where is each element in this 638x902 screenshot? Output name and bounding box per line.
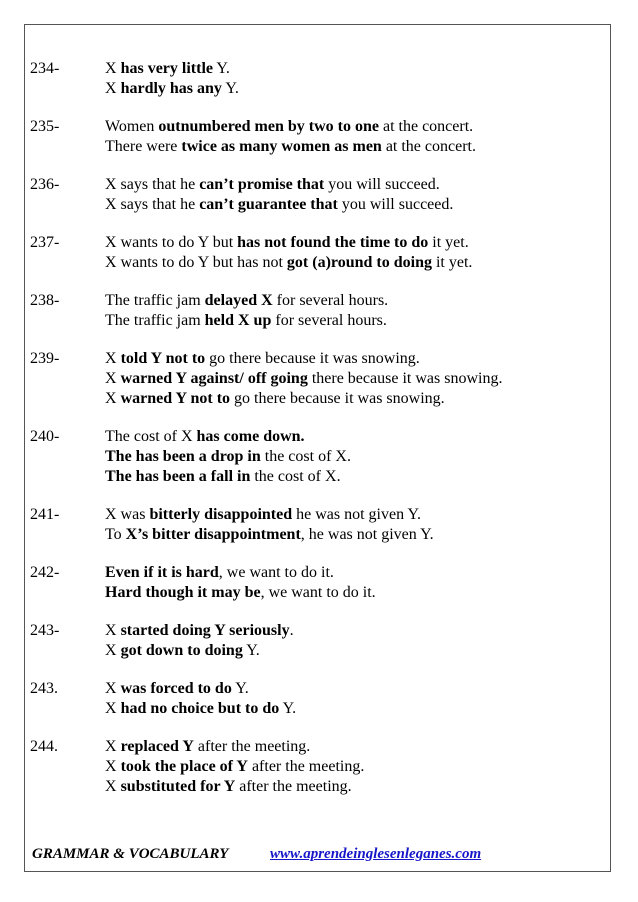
sentence-text: X	[105, 680, 121, 697]
entry-number: 238-	[30, 292, 60, 309]
entry-number: 243.	[30, 680, 58, 697]
entry-number: 234-	[30, 60, 60, 77]
sentence	[105, 777, 600, 797]
entry-number: 237-	[30, 234, 60, 251]
sentence-text: at the concert.	[381, 138, 476, 155]
key-phrase: Hard though it may be	[105, 584, 261, 601]
key-phrase: told Y not to	[120, 350, 206, 367]
key-phrase: The has been a drop in	[105, 448, 261, 465]
sentence-text: after the meeting.	[193, 738, 311, 755]
key-phrase: hardly has any	[120, 80, 222, 97]
key-phrase: can’t promise that	[199, 176, 325, 193]
entry	[30, 291, 600, 331]
sentence	[105, 291, 600, 311]
sentence-text: it yet.	[431, 254, 473, 271]
entry-sentences	[105, 59, 600, 99]
sentence-text: X	[105, 778, 121, 795]
sentence-text: , he was not given Y.	[300, 526, 434, 543]
sentence-text: X says that he	[105, 196, 200, 213]
key-phrase: warned Y not to	[120, 390, 231, 407]
entry	[30, 175, 600, 215]
key-phrase: was forced to do	[120, 680, 232, 697]
sentence-text: X says that he	[105, 176, 200, 193]
key-phrase: can’t guarantee that	[199, 196, 338, 213]
sentence-text: , we want to do it.	[218, 564, 334, 581]
key-phrase: started doing Y seriously	[120, 622, 290, 639]
sentence	[105, 621, 600, 641]
entry	[30, 117, 600, 157]
key-phrase: got down to doing	[120, 642, 243, 659]
entry-sentences	[105, 505, 600, 545]
sentence-text: X	[105, 642, 121, 659]
sentence	[105, 195, 600, 215]
sentence	[105, 427, 600, 447]
entry-sentences	[105, 427, 600, 487]
key-phrase: has very little	[120, 60, 213, 77]
entry-sentences	[105, 233, 600, 273]
sentence-text: X wants to do Y but has not	[105, 254, 287, 271]
key-phrase: delayed X	[204, 292, 273, 309]
sentence	[105, 737, 600, 757]
sentence-text: To	[105, 526, 126, 543]
sentence-text: X	[105, 370, 121, 387]
entry-number: 243-	[30, 622, 60, 639]
key-phrase: has come down.	[196, 428, 305, 445]
sentence-text: go there because it was snowing.	[230, 390, 445, 407]
entry	[30, 737, 600, 797]
sentence-text: after the meeting.	[235, 778, 352, 795]
sentence-text: Y.	[279, 700, 297, 717]
sentence-text: The traffic jam	[105, 292, 205, 309]
sentence-text: The cost of X	[105, 428, 197, 445]
key-phrase: Even if it is hard	[105, 564, 219, 581]
key-phrase: had no choice but to do	[120, 700, 280, 717]
sentence	[105, 583, 600, 603]
key-phrase: has not found the time to do	[237, 234, 429, 251]
key-phrase: twice as many women as men	[181, 138, 382, 155]
sentence-text: .	[289, 622, 294, 639]
sentence-text: X	[105, 80, 121, 97]
key-phrase: replaced Y	[120, 738, 194, 755]
key-phrase: took the place of Y	[120, 758, 248, 775]
sentence-text: for several hours.	[272, 292, 389, 309]
entry	[30, 233, 600, 273]
sentence	[105, 349, 600, 369]
entry-list	[30, 59, 600, 815]
sentence	[105, 311, 600, 331]
sentence	[105, 389, 600, 409]
entry-number: 241-	[30, 506, 60, 523]
sentence-text: There were	[105, 138, 182, 155]
sentence	[105, 447, 600, 467]
entry	[30, 563, 600, 603]
sentence	[105, 699, 600, 719]
sentence	[105, 79, 600, 99]
key-phrase: warned Y against/ off going	[120, 370, 308, 387]
sentence-text: it yet.	[428, 234, 469, 251]
sentence-text: Y.	[231, 680, 249, 697]
sentence	[105, 679, 600, 699]
sentence-text: X	[105, 758, 121, 775]
sentence-text: The traffic jam	[105, 312, 205, 329]
entry	[30, 505, 600, 545]
sentence-text: for several hours.	[271, 312, 387, 329]
entry-number: 236-	[30, 176, 60, 193]
entry-sentences	[105, 175, 600, 215]
sentence-text: , we want to do it.	[260, 584, 376, 601]
sentence-text: Y.	[242, 642, 260, 659]
website-link[interactable]: www.aprendeinglesenleganes.com	[270, 846, 482, 862]
sentence	[105, 253, 600, 273]
entry-number: 239-	[30, 350, 60, 367]
sentence	[105, 175, 600, 195]
sentence-text: go there because it was snowing.	[205, 350, 420, 367]
sentence-text: you will succeed.	[337, 196, 454, 213]
sentence-text: X	[105, 738, 121, 755]
sentence-text: at the concert.	[378, 118, 474, 135]
sentence-text: the cost of X.	[250, 468, 341, 485]
sentence	[105, 117, 600, 137]
sentence-text: Y.	[212, 60, 230, 77]
entry-number: 240-	[30, 428, 60, 445]
sentence	[105, 467, 600, 487]
key-phrase: bitterly disappointed	[149, 506, 293, 523]
footer-title: GRAMMAR & VOCABULARY	[32, 846, 229, 862]
sentence	[105, 369, 600, 389]
sentence	[105, 137, 600, 157]
key-phrase: substituted for Y	[120, 778, 236, 795]
key-phrase: outnumbered men by two to one	[158, 118, 379, 135]
key-phrase: X’s bitter disappointment	[125, 526, 301, 543]
entry-sentences	[105, 679, 600, 719]
sentence-text: X wants to do Y but	[105, 234, 238, 251]
entry	[30, 427, 600, 487]
sentence-text: X	[105, 390, 121, 407]
sentence-text: after the meeting.	[247, 758, 365, 775]
key-phrase: The has been a fall in	[105, 468, 251, 485]
sentence-text: X	[105, 700, 121, 717]
sentence-text: Women	[105, 118, 159, 135]
entry-number: 242-	[30, 564, 60, 581]
sentence-text: you will succeed.	[324, 176, 440, 193]
sentence-text: Y.	[221, 80, 239, 97]
entry-number: 235-	[30, 118, 60, 135]
entry	[30, 679, 600, 719]
entry-number: 244.	[30, 738, 58, 755]
sentence	[105, 641, 600, 661]
entry	[30, 349, 600, 409]
entry-sentences	[105, 737, 600, 797]
entry	[30, 621, 600, 661]
sentence-text: X	[105, 60, 121, 77]
sentence	[105, 59, 600, 79]
entry-sentences	[105, 291, 600, 331]
key-phrase: got (a)round to doing	[286, 254, 432, 271]
entry-sentences	[105, 349, 600, 409]
sentence-text: there because it was snowing.	[307, 370, 503, 387]
sentence-text: X was	[105, 506, 150, 523]
entry-sentences	[105, 117, 600, 157]
sentence	[105, 757, 600, 777]
sentence-text: X	[105, 350, 121, 367]
entry-sentences	[105, 563, 600, 603]
sentence-text: the cost of X.	[260, 448, 351, 465]
sentence	[105, 525, 600, 545]
sentence	[105, 233, 600, 253]
sentence-text: he was not given Y.	[292, 506, 421, 523]
key-phrase: held X up	[204, 312, 272, 329]
sentence-text: X	[105, 622, 121, 639]
entry	[30, 59, 600, 99]
sentence	[105, 505, 600, 525]
entry-sentences	[105, 621, 600, 661]
sentence	[105, 563, 600, 583]
